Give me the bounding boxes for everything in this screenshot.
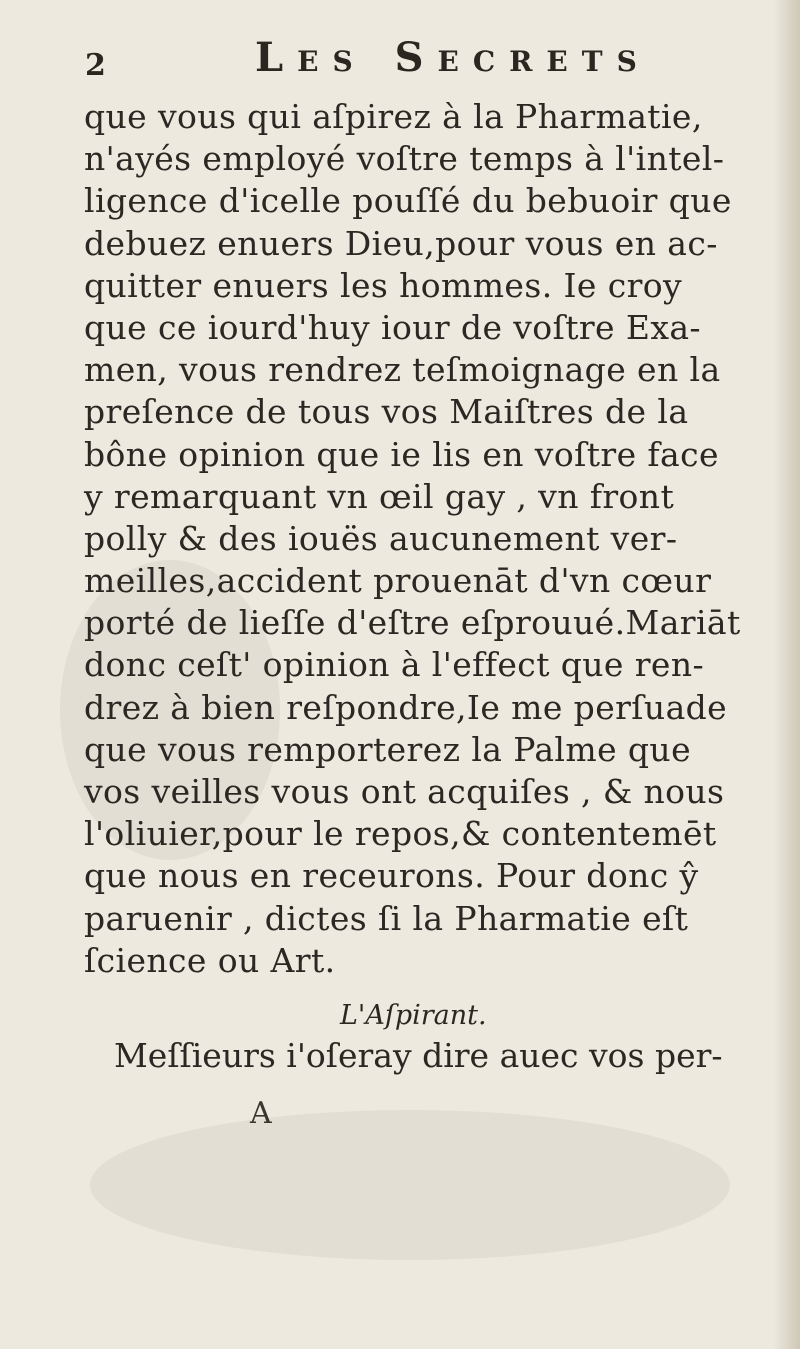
text-line: Meſſieurs i'oſeray dire auec vos per- <box>114 1036 723 1075</box>
text-line: que vous remporterez la Palme que <box>84 729 692 769</box>
text-line: polly & des iouës aucunement ver- <box>84 518 678 558</box>
text-line: ligence d'icelle pouſſé du bebuoir que <box>84 181 732 221</box>
text-line: que nous en receurons. Pour donc ŷ <box>84 856 699 896</box>
running-title: Les Secrets <box>255 34 651 81</box>
body-text <box>84 96 784 982</box>
text-line: porté de lieſſe d'eſtre eſprouué.Mariāt <box>84 603 741 643</box>
text-line: vos veilles vous ont acquiſes , & nous <box>84 772 725 811</box>
text-line: paruenir , dictes ſi la Pharmatie eſt <box>84 898 689 938</box>
text-line: que vous qui aſpirez à la Pharmatie, <box>84 97 703 136</box>
page-number: 2 <box>85 48 106 83</box>
text-line: drez à bien reſpondre,Ie me perſuade <box>84 687 728 727</box>
text-line: debuez enuers Dieu,pour vous en ac- <box>84 223 718 263</box>
text-line: donc ceſt' opinion à l'effect que ren- <box>84 645 705 685</box>
text-line: n'ayés employé voſtre temps à l'intel- <box>84 139 725 179</box>
text-line: preſence de tous vos Maiſtres de la <box>84 392 689 432</box>
text-line: meilles,accident prouenāt d'vn cœur <box>84 561 712 601</box>
text-line: bône opinion que ie lis en voſtre face <box>84 434 719 474</box>
signature-mark: A <box>250 1096 272 1131</box>
text-line: ſcience ou Art. <box>84 940 336 980</box>
text-line: l'oliuier,pour le repos,& contentemēt <box>84 814 717 854</box>
text-line: men, vous rendrez teſmoignage en la <box>84 350 721 390</box>
text-line: que ce iourd'huy iour de voſtre Exa- <box>84 307 701 347</box>
text-line: y remarquant vn œil gay , vn front <box>84 476 675 516</box>
text-line: quitter enuers les hommes. Ie croy <box>84 265 683 305</box>
page-header <box>85 34 725 98</box>
bleed-through-stain <box>90 1110 730 1260</box>
speaker-label: L'Aſpirant. <box>340 1000 487 1031</box>
